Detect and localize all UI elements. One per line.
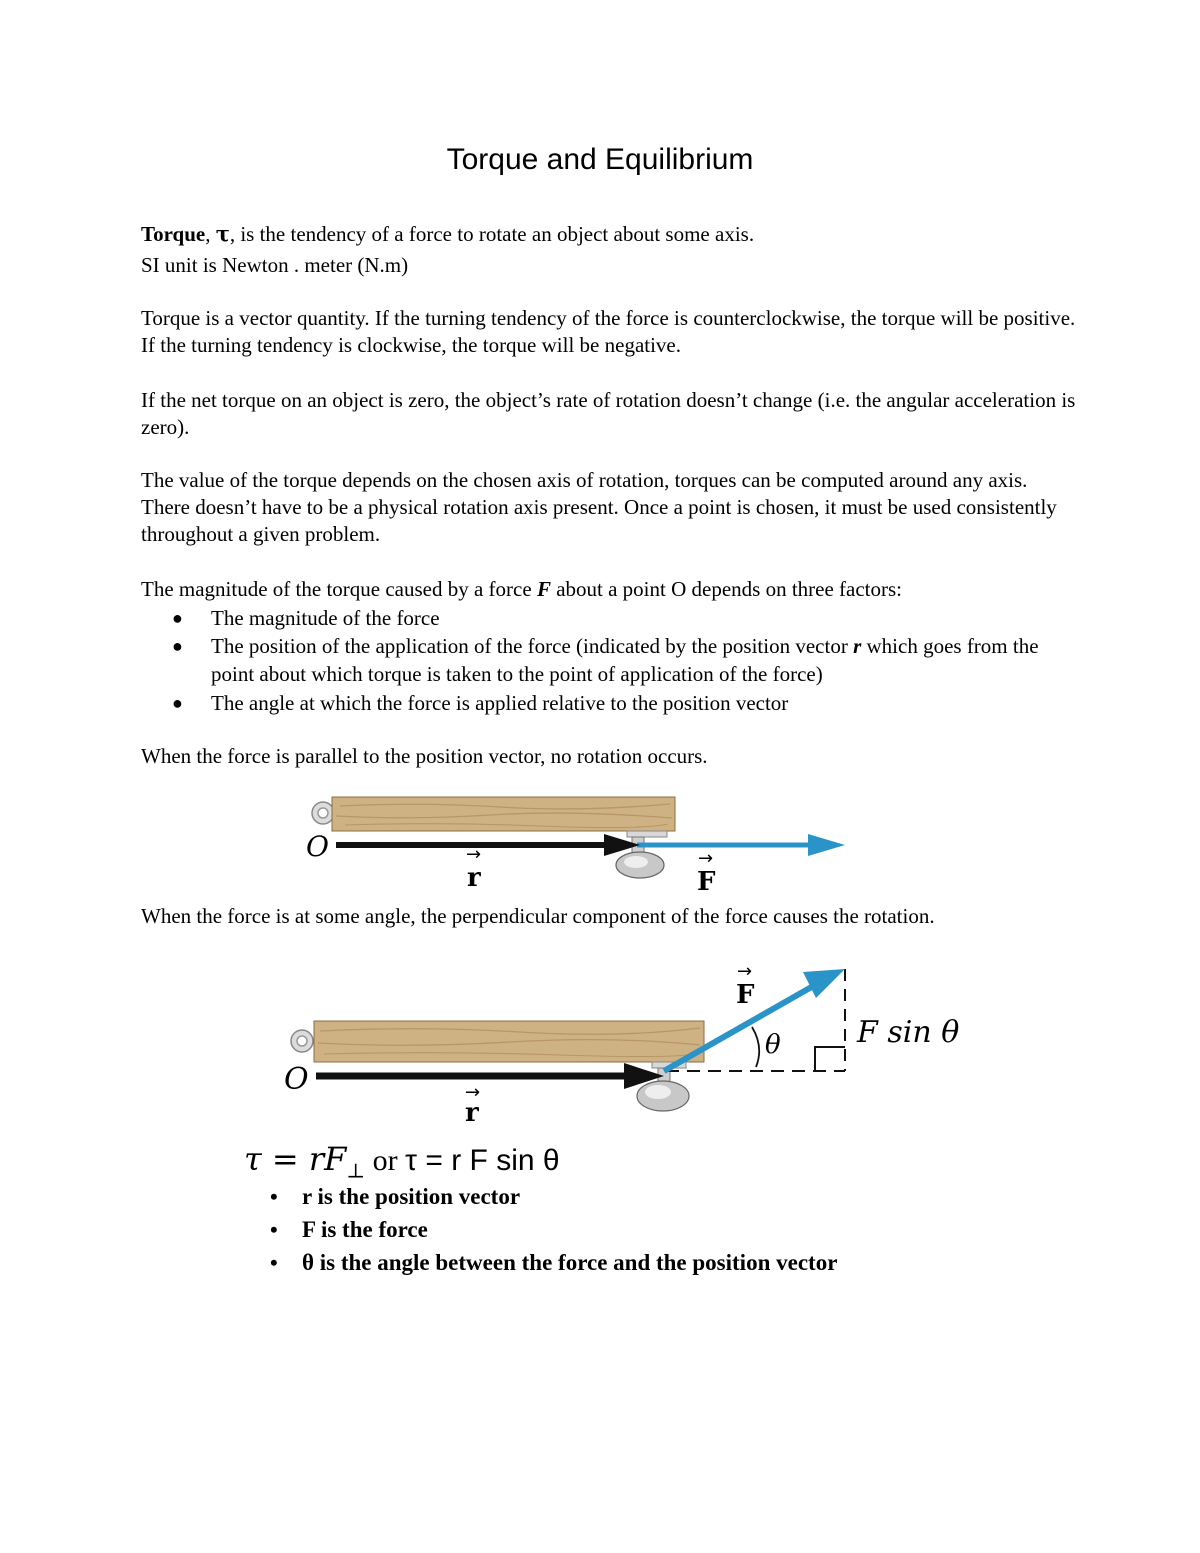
formula-rhs: τ = r F sin θ [405, 1144, 560, 1177]
bullet-dot: • [270, 1217, 278, 1242]
position-vector-arrow [336, 834, 640, 856]
term-torque: Torque [141, 222, 206, 246]
force-arrow [664, 969, 845, 1071]
force-symbol: F [536, 577, 551, 601]
knob-icon [616, 831, 667, 878]
formula-lhs: τ = rF [244, 1140, 347, 1178]
bullet-dot: • [270, 1184, 278, 1209]
factors-intro-start: The magnitude of the torque caused by a force [141, 577, 537, 601]
formula-perp-subscript: ⊥ [346, 1158, 366, 1183]
origin-label: O [306, 830, 329, 863]
f-label: F [736, 980, 755, 1010]
bullet-dot: ● [172, 608, 183, 628]
list-item: r is the position vector [302, 1184, 521, 1209]
origin-label: O [284, 1062, 309, 1097]
r-arrow-icon: → [466, 844, 482, 865]
bullet-dot: • [270, 1250, 278, 1275]
list-item-text: The position of the application of the force (indicated by the position vector [211, 634, 854, 658]
angle-text: When the force is at some angle, the perpendicular component of the force causes the rotation. [141, 904, 935, 928]
knob-icon [637, 1062, 689, 1111]
theta-label: θ [765, 1030, 781, 1060]
factors-intro [141, 576, 1076, 603]
wooden-board [332, 797, 675, 831]
si-unit: SI unit is Newton . meter (N.m) [141, 253, 409, 277]
f-sin-theta-label: F sin θ [857, 1015, 960, 1050]
list-item: The magnitude of the force [211, 606, 440, 630]
factors-intro-end: about a point O depends on three factors: [550, 577, 903, 601]
parallel-force-diagram [0, 790, 1200, 895]
wooden-board [314, 1021, 704, 1062]
position-vector-symbol: r [853, 634, 862, 658]
list-item-text: which goes from the point about which torque is taken to the point of application of the force) [211, 634, 1039, 686]
bullet-dot: ● [172, 636, 183, 656]
position-vector-arrow [316, 1063, 664, 1089]
r-arrow-icon: → [465, 1082, 481, 1103]
paragraph-sign: Torque is a vector quantity. If the turning tendency of the force is counterclockwise, the torque will be positive. If the turning tendency is clockwise, the torque will be negative. [141, 306, 1076, 357]
r-label: r [465, 1098, 479, 1128]
list-item [211, 632, 1076, 688]
f-label: F [697, 867, 716, 895]
pivot-icon [291, 1030, 313, 1052]
r-label: r [467, 863, 481, 893]
f-arrow-icon: → [737, 961, 753, 982]
angled-force-diagram [0, 955, 1200, 1130]
f-arrow-icon: → [698, 848, 714, 869]
list-item: The angle at which the force is applied relative to the position vector [211, 691, 789, 715]
force-arrow [637, 834, 845, 856]
formula-or: or [365, 1144, 406, 1177]
pivot-icon [312, 802, 334, 824]
list-item: θ is the angle between the force and the position vector [302, 1250, 838, 1275]
page-title: Torque and Equilibrium [446, 143, 754, 176]
definition-text: , is the tendency of a force to rotate an object about some axis. [229, 222, 755, 246]
bullet-dot: ● [172, 693, 183, 713]
torque-definition: Torque, τ, is the tendency of a force to rotate an object about some axis. [141, 221, 755, 246]
paragraph-axis: The value of the torque depends on the chosen axis of rotation, torques can be computed around any axis. There doesn’t have to be a physical rotation axis present. Once a point is chosen, it must be used consistently throughout a given problem. [141, 468, 1057, 546]
parallel-text: When the force is parallel to the position vector, no rotation occurs. [141, 744, 708, 768]
paragraph-net-torque: If the net torque on an object is zero, the object’s rate of rotation doesn’t change (i.e. the angular acceleration is zero). [141, 388, 1076, 439]
tau-symbol: τ [215, 221, 230, 246]
list-item: F is the force [302, 1217, 428, 1242]
